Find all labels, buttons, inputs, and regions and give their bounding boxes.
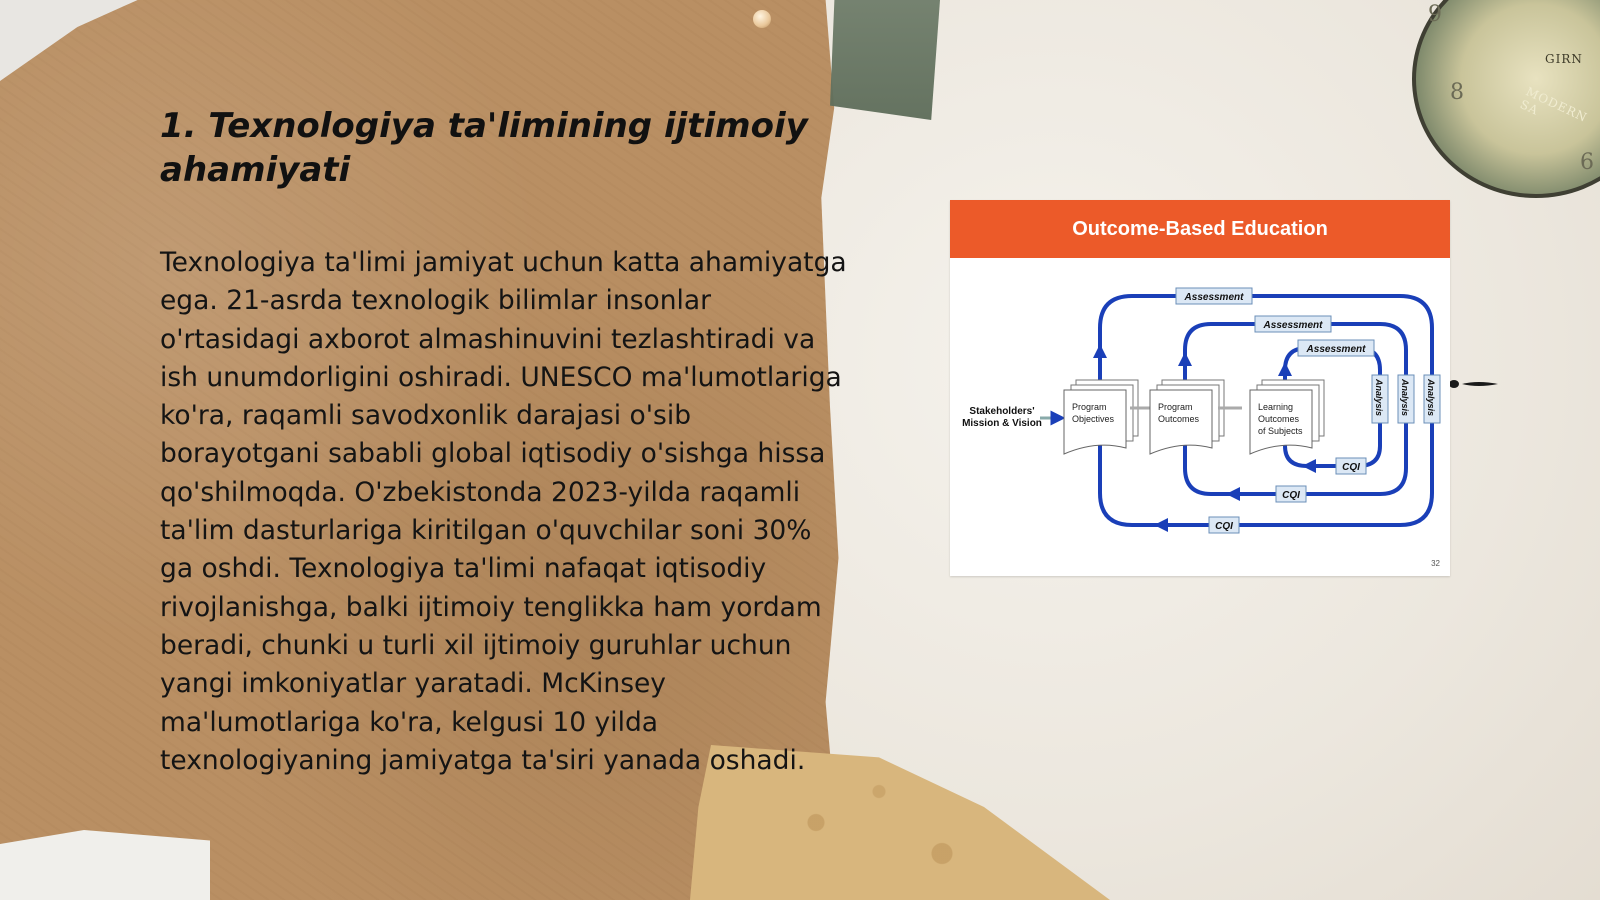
assessment-label-middle: [1255, 316, 1331, 332]
svg-text:CQI: CQI: [1215, 521, 1233, 532]
outer-up-arrowhead: [1093, 344, 1107, 358]
svg-text:Assessment: Assessment: [1306, 344, 1366, 355]
svg-text:Analysis: Analysis: [1426, 379, 1436, 417]
program-objectives-line1: Program: [1072, 402, 1107, 412]
learning-outcomes-line1: Learning: [1258, 402, 1294, 412]
clock-brand-text: GIRN: [1545, 52, 1583, 66]
obe-loop-diagram: [950, 258, 1450, 576]
learning-outcomes-line3: of Subjects: [1258, 426, 1303, 436]
svg-text:Assessment: Assessment: [1263, 320, 1323, 331]
cqi-label-inner: [1336, 458, 1366, 474]
ink-smudge-icon: [1448, 378, 1500, 390]
inner-left-arrowhead: [1302, 459, 1316, 473]
outer-left-arrowhead: [1154, 518, 1168, 532]
obe-diagram-figure: [950, 200, 1450, 576]
learning-outcomes-line2: Outcomes: [1258, 414, 1300, 424]
program-outcomes-line2: Outcomes: [1158, 414, 1200, 424]
white-paper-scrap: [0, 830, 210, 900]
clock-number-9: 9: [1428, 2, 1442, 27]
slide-body-text: Texnologiya ta'limi jamiyat uchun katta ahamiyatga ega. 21-asrda texnologik bilimlar insonlar o'rtasidagi axborot almashinuvini tezlashtiradi va ish unumdorligini oshiradi. UNESCO ma'lumotlariga ko'ra, raqamli savodxonlik darajasi o'sib borayotgani sababli global iqtisodiy o'sishga hissa qo'shilmoqda. O'zbekistonda 2023-yilda raqamli ta'lim dasturlariga kiritilgan o'quvchilar soni 30% ga oshdi. Texnologiya ta'limi nafaqat iqtisodiy rivojlanishga, balki ijtimoiy tenglikka ham yordam beradi, chunki u turli xil ijtimoiy guruhlar uchun yangi imkoniyatlar yaratadi. McKinsey ma'lumotlariga ko'ra, kelgusi 10 yilda texnologiyaning jamiyatga ta'siri yanada oshadi.: [160, 247, 847, 776]
program-outcomes-line1: Program: [1158, 402, 1193, 412]
inner-up-arrowhead: [1278, 362, 1292, 376]
stakeholders-label-line2: Mission & Vision: [962, 418, 1042, 429]
push-pin-icon: [753, 10, 771, 28]
middle-left-arrowhead: [1226, 487, 1240, 501]
svg-text:Analysis: Analysis: [1374, 379, 1384, 417]
clock-number-6: 6: [1580, 150, 1594, 175]
clock-number-8: 8: [1450, 80, 1464, 105]
assessment-label-inner: [1298, 340, 1374, 356]
program-outcomes-doc: [1150, 380, 1224, 454]
stakeholders-label-line1: Stakeholders': [969, 406, 1035, 417]
assessment-label-outer: [1176, 288, 1252, 304]
slide-title: 1. Texnologiya ta'limining ijtimoiy ahamiyati: [160, 106, 808, 190]
figure-title: Outcome-Based Education: [950, 200, 1450, 258]
cqi-label-middle: [1276, 486, 1306, 502]
clock-sub-text: MODERN SA: [1517, 84, 1590, 126]
program-objectives-line2: Objectives: [1072, 414, 1115, 424]
svg-text:Analysis: Analysis: [1400, 379, 1410, 417]
cqi-label-outer: [1209, 517, 1239, 533]
analysis-label-inner: [1372, 375, 1388, 423]
svg-text:CQI: CQI: [1282, 490, 1300, 501]
program-objectives-doc: [1064, 380, 1138, 454]
green-tape-strip: [830, 0, 940, 120]
analysis-label-outer: [1424, 375, 1440, 423]
analysis-label-middle: [1398, 375, 1414, 423]
svg-text:Assessment: Assessment: [1184, 292, 1244, 303]
svg-text:CQI: CQI: [1342, 462, 1360, 473]
figure-page-number: 32: [1431, 559, 1440, 568]
middle-up-arrowhead: [1178, 352, 1192, 366]
learning-outcomes-doc: [1250, 380, 1324, 454]
